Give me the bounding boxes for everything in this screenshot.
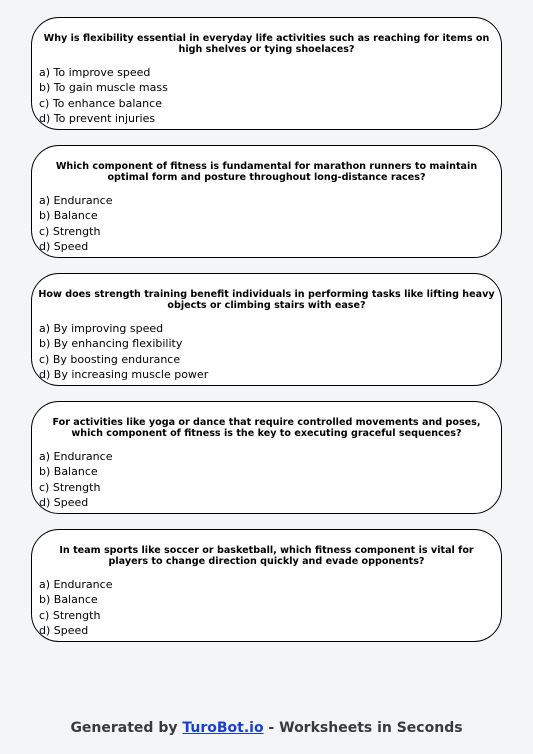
option-list (39, 577, 112, 638)
option-list (39, 449, 112, 510)
question-card-3 (31, 273, 502, 386)
question-card-4 (31, 401, 502, 514)
option-d: d) Speed (39, 495, 89, 509)
option-d: d) To prevent injuries (39, 111, 156, 125)
option-b: b) Balance (39, 209, 98, 223)
option-b: b) To gain muscle mass (39, 81, 168, 95)
footer-suffix: - Worksheets in Seconds (263, 720, 463, 736)
option-list (39, 321, 208, 382)
option-c: c) Strength (39, 608, 101, 622)
option-a: a) By improving speed (39, 322, 164, 335)
option-c: c) By boosting endurance (39, 352, 181, 366)
turobot-link[interactable]: TuroBot.io (182, 720, 264, 736)
option-list (39, 193, 112, 254)
option-d: d) Speed (39, 239, 89, 253)
option-a: a) Endurance (39, 578, 113, 591)
question-text: How does strength training benefit individuals in performing tasks like lifting heavy objects or climbing stairs with ease? (38, 289, 495, 311)
question-card-1 (31, 17, 502, 130)
footer-prefix: Generated by (70, 720, 183, 736)
option-list (39, 65, 168, 126)
option-d: d) Speed (39, 623, 89, 637)
option-b: b) Balance (39, 465, 98, 479)
question-text: Which component of fitness is fundamental for marathon runners to maintain optimal form and posture throughout long-distance races? (55, 161, 478, 183)
option-c: c) To enhance balance (39, 96, 162, 110)
question-text: For activities like yoga or dance that require controlled movements and poses, which component of fitness is the key to executing graceful sequences? (52, 417, 481, 439)
option-c: c) Strength (39, 480, 101, 494)
option-b: b) By enhancing flexibility (39, 337, 183, 351)
option-d: d) By increasing muscle power (39, 367, 209, 381)
option-a: a) To improve speed (39, 66, 151, 79)
footer (0, 719, 533, 737)
option-c: c) Strength (39, 224, 101, 238)
option-a: a) Endurance (39, 450, 113, 463)
question-text: Why is flexibility essential in everyday life activities such as reaching for items on high shelves or tying shoelaces? (43, 33, 490, 55)
option-a: a) Endurance (39, 194, 113, 207)
question-text: In team sports like soccer or basketball, which fitness component is vital for players to change direction quickly and evade opponents? (59, 545, 474, 567)
option-b: b) Balance (39, 593, 98, 607)
question-card-5 (31, 529, 502, 642)
question-card-2 (31, 145, 502, 258)
